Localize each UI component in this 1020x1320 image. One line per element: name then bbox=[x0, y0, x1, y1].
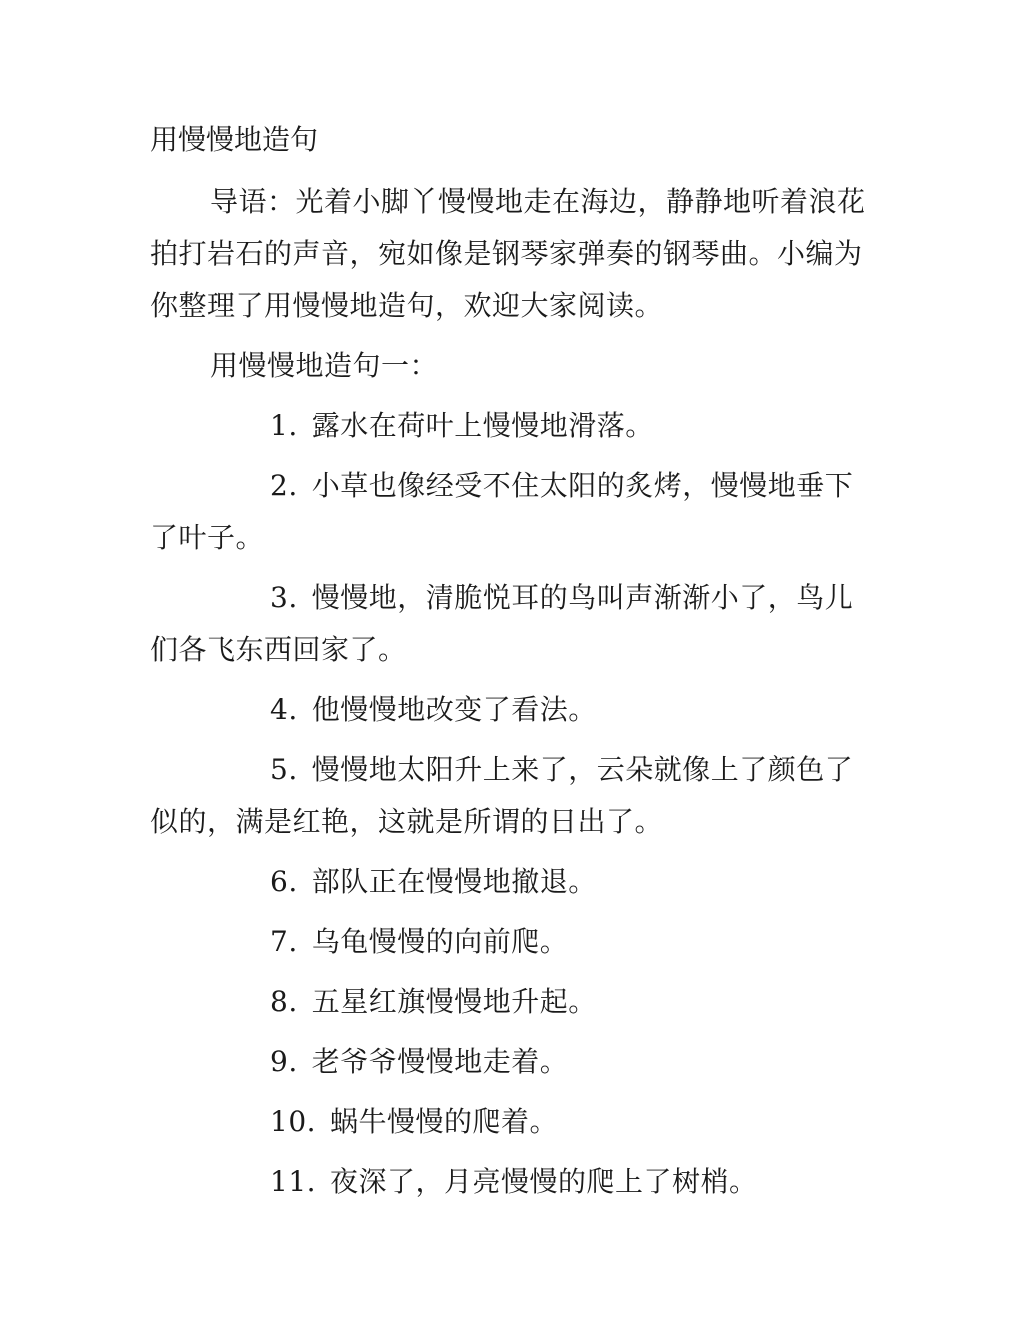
sentence-text: 露水在荷叶上慢慢地滑落。 bbox=[311, 409, 654, 442]
sentence-text: 慢慢地，清脆悦耳的鸟叫声渐渐小了，鸟儿们各飞东西回家了。 bbox=[150, 581, 854, 666]
sentence-text: 夜深了，月亮慢慢的爬上了树梢。 bbox=[330, 1165, 758, 1198]
sentence-text: 五星红旗慢慢地升起。 bbox=[311, 985, 597, 1018]
sentence-number: 1. bbox=[270, 409, 298, 442]
sentence-text: 小草也像经受不住太阳的炙烤，慢慢地垂下了叶子。 bbox=[150, 469, 854, 554]
sentence-item bbox=[150, 572, 872, 676]
sentence-item bbox=[150, 916, 872, 968]
sentence-item bbox=[150, 460, 872, 564]
sentence-item bbox=[150, 1036, 872, 1088]
sentence-text: 慢慢地太阳升上来了，云朵就像上了颜色了似的，满是红艳，这就是所谓的日出了。 bbox=[150, 753, 854, 838]
section-heading: 用慢慢地造句一： bbox=[210, 349, 439, 382]
sentence-item bbox=[150, 856, 872, 908]
sentence-number: 7. bbox=[270, 925, 298, 958]
sentence-text: 乌龟慢慢的向前爬。 bbox=[311, 925, 569, 958]
sentence-text: 他慢慢地改变了看法。 bbox=[311, 693, 597, 726]
sentence-number: 3. bbox=[270, 581, 298, 614]
sentence-item bbox=[150, 1156, 872, 1208]
sentence-number: 11. bbox=[270, 1165, 317, 1198]
sentence-text: 老爷爷慢慢地走着。 bbox=[311, 1045, 569, 1078]
sentence-number: 4. bbox=[270, 693, 298, 726]
sentence-number: 2. bbox=[270, 469, 298, 502]
sentence-number: 10. bbox=[270, 1105, 317, 1138]
sentence-text: 部队正在慢慢地撤退。 bbox=[311, 865, 597, 898]
sentence-number: 8. bbox=[270, 985, 298, 1018]
sentence-item bbox=[150, 684, 872, 736]
sentence-number: 6. bbox=[270, 865, 298, 898]
sentence-item bbox=[150, 1096, 872, 1148]
document-page bbox=[150, 118, 872, 1216]
sentence-number: 5. bbox=[270, 753, 298, 786]
sentence-item bbox=[150, 976, 872, 1028]
document-title: 用慢慢地造句 bbox=[150, 123, 319, 156]
sentence-number: 9. bbox=[270, 1045, 298, 1078]
sentence-item bbox=[150, 400, 872, 452]
sentence-item bbox=[150, 744, 872, 848]
sentence-text: 蜗牛慢慢的爬着。 bbox=[330, 1105, 559, 1138]
intro-paragraph: 导语：光着小脚丫慢慢地走在海边，静静地听着浪花拍打岩石的声音，宛如像是钢琴家弹奏的钢琴曲。小编为你整理了用慢慢地造句，欢迎大家阅读。 bbox=[150, 185, 866, 322]
